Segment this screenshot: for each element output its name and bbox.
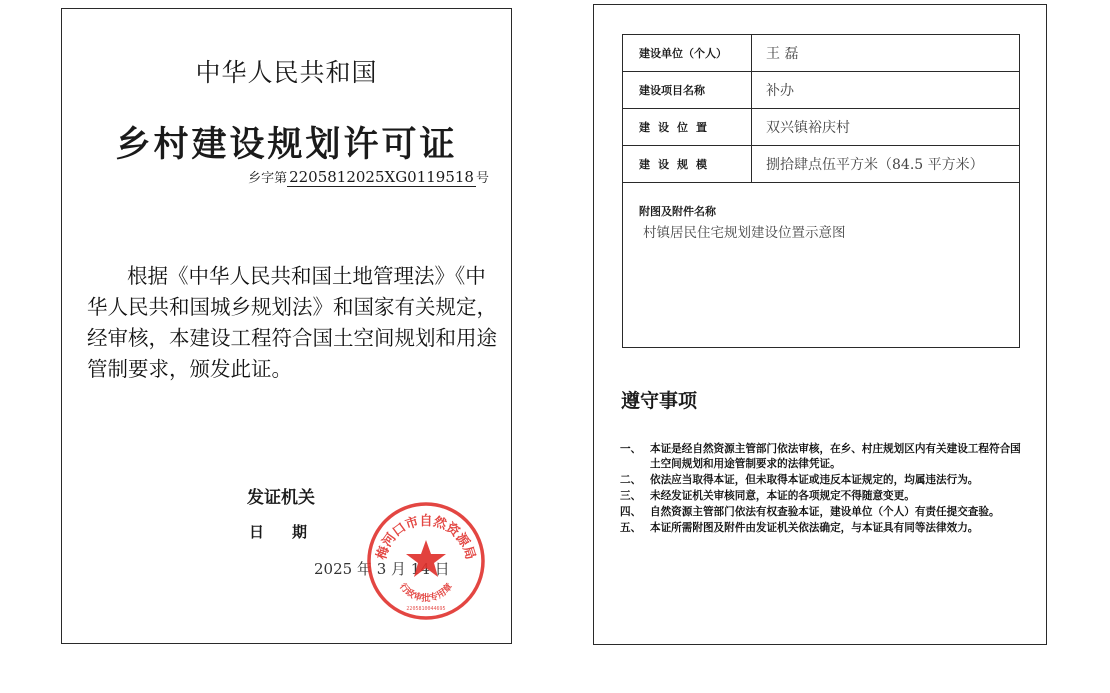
project-info-table bbox=[622, 34, 1020, 183]
country-name: 中华人民共和国 bbox=[195, 58, 378, 87]
notice-marker: 四、 bbox=[620, 506, 642, 518]
issue-date-value: 2025 年 3 月 14 日 bbox=[314, 560, 450, 578]
issuing-authority-label: 发证机关 bbox=[247, 488, 315, 508]
notice-text: 本证所需附图及附件由发证机关依法确定，与本证具有同等法律效力。 bbox=[650, 522, 979, 534]
certificate-number-value: 2205812025XG0119518 bbox=[289, 168, 474, 186]
issue-date-label: 日期 bbox=[249, 523, 336, 541]
certificate-number bbox=[248, 167, 489, 187]
legal-basis-text: 根据《中华人民共和国土地管理法》《中华人民共和国城乡规划法》和国家有关规定，经审核，本建设工程符合国土空间规划和用途管制要求，颁发此证。 bbox=[87, 264, 497, 381]
table-row bbox=[623, 109, 1020, 146]
certificate-back-page bbox=[593, 4, 1047, 645]
list-item bbox=[620, 473, 1030, 488]
notice-marker: 三、 bbox=[620, 490, 642, 502]
seal-star-icon bbox=[406, 540, 446, 577]
project-name-value: 补办 bbox=[752, 72, 1020, 109]
notice-title: 遵守事项 bbox=[621, 390, 698, 412]
svg-text:行政审批专用章 bbox=[397, 581, 455, 604]
seal-outer-text: 梅河口市自然资源局 bbox=[374, 514, 478, 562]
seal-serial-number: 2205810044695 bbox=[406, 606, 446, 612]
location-value: 双兴镇裕庆村 bbox=[752, 109, 1020, 146]
list-item bbox=[620, 442, 1030, 472]
attachment-label: 附图及附件名称 bbox=[639, 205, 716, 218]
builder-value: 王 磊 bbox=[752, 35, 1020, 72]
scale-label: 建设规模 bbox=[623, 146, 752, 183]
attachment-box bbox=[622, 183, 1020, 348]
table-row bbox=[623, 72, 1020, 109]
location-label: 建设位置 bbox=[623, 109, 752, 146]
table-row bbox=[623, 35, 1020, 72]
notice-marker: 五、 bbox=[620, 522, 642, 534]
builder-label: 建设单位（个人） bbox=[623, 35, 752, 72]
certificate-number-suffix: 号 bbox=[475, 171, 489, 186]
certificate-number-prefix: 乡字第 bbox=[248, 171, 288, 186]
notice-list bbox=[620, 442, 1030, 537]
list-item bbox=[620, 489, 1030, 504]
seal-inner-text: 行政审批专用章 bbox=[397, 581, 455, 604]
notice-text: 依法应当取得本证，但未取得本证或违反本证规定的，均属违法行为。 bbox=[650, 474, 979, 486]
scale-value: 捌拾肆点伍平方米（84.5 平方米） bbox=[752, 146, 1020, 183]
notice-marker: 一、 bbox=[620, 443, 642, 455]
notice-text: 未经发证机关审核同意，本证的各项规定不得随意变更。 bbox=[650, 490, 915, 502]
official-seal-stamp bbox=[365, 500, 487, 622]
certificate-front-page bbox=[61, 8, 512, 644]
list-item bbox=[620, 521, 1030, 536]
list-item bbox=[620, 505, 1030, 520]
project-name-label: 建设项目名称 bbox=[623, 72, 752, 109]
notice-text: 自然资源主管部门依法有权查验本证，建设单位（个人）有责任提交查验。 bbox=[650, 506, 1000, 518]
notice-text: 本证是经自然资源主管部门依法审核，在乡、村庄规划区内有关建设工程符合国土空间规划和用途管制要求的法律凭证。 bbox=[650, 443, 1021, 470]
attachment-value: 村镇居民住宅规划建设位置示意图 bbox=[643, 225, 846, 241]
notice-marker: 二、 bbox=[620, 474, 642, 486]
certificate-title: 乡村建设规划许可证 bbox=[115, 125, 458, 165]
table-row bbox=[623, 146, 1020, 183]
